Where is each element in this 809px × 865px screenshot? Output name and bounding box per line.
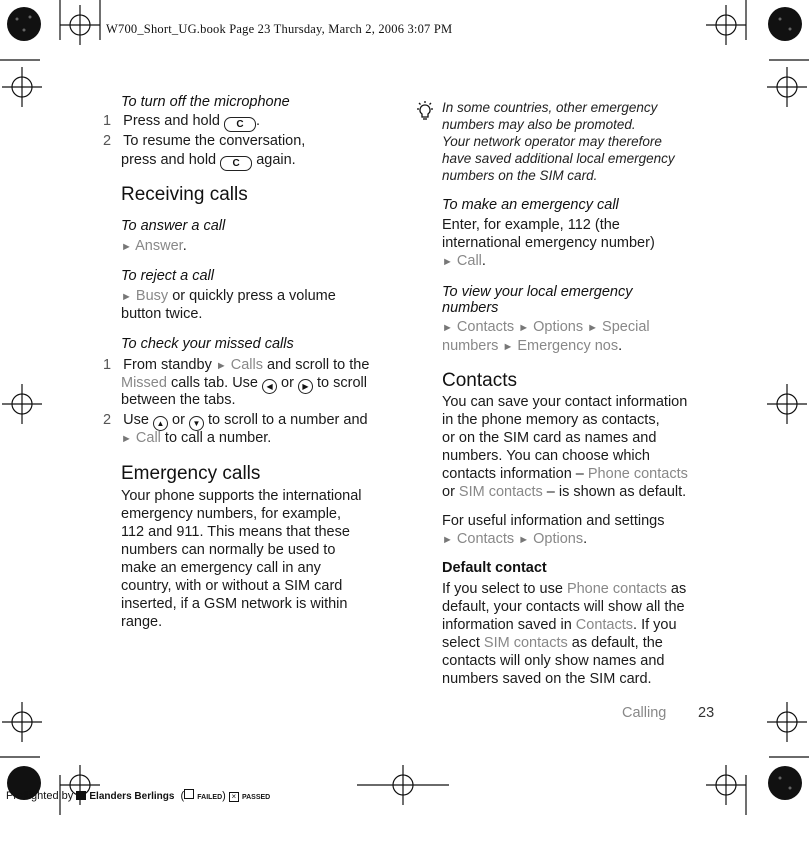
crosshair-top-left (60, 5, 100, 45)
print-header: W700_Short_UG.book Page 23 Thursday, March 2, 2006 3:07 PM (106, 22, 453, 36)
preflight-logo-icon (76, 791, 86, 800)
mic-title: To turn off the microphone (121, 94, 290, 110)
failed-checkbox-icon (184, 789, 194, 799)
reject-title: To reject a call (121, 268, 214, 284)
crosshair-top-right (706, 5, 746, 45)
crosshair-right-bottom (767, 702, 807, 742)
crosshair-bottom-center (357, 765, 449, 805)
page-number: 23 (698, 705, 715, 721)
answer-title: To answer a call (121, 218, 226, 234)
reject-step-cont: button twice. (121, 306, 203, 322)
crosshair-left-bottom (2, 702, 42, 742)
c-key-icon: C (224, 117, 256, 132)
crosshair-left-top (2, 67, 42, 107)
default-text: If you select to use Phone contacts as default, your contacts will show all the information saved in Contacts. If you select SIM contacts as default, the contacts will only show names and numbers saved on the SIM card. (442, 581, 687, 687)
tip-text: In some countries, other emergency numbers may also be promoted. Your network operator may therefore have saved additional local emergency numbers on the SIM card. (442, 100, 675, 183)
contacts-heading: Contacts (442, 370, 517, 391)
navigation-up-icon: ▲ (153, 416, 168, 431)
answer-step: ► Answer. (121, 238, 187, 254)
missed-step-1b: Missed calls tab. Use ◀ or ▶ to scroll (121, 374, 367, 394)
receiving-heading: Receiving calls (121, 184, 248, 205)
passed-checkbox-icon: × (229, 792, 239, 802)
missed-step-2: 2 Use ▲ or ▼ to scroll to a number and (103, 411, 368, 431)
missed-step-1c: between the tabs. (121, 392, 236, 408)
crosshair-left-mid (2, 384, 42, 424)
mic-step-1: 1 Press and hold C . (103, 113, 260, 130)
crosshair-right-mid (767, 384, 807, 424)
make-text: Enter, for example, 112 (the international emergency number) ► Call. (442, 217, 655, 269)
navigation-down-icon: ▼ (189, 416, 204, 431)
useful-text: For useful information and settings ► Contacts ► Options. (442, 513, 665, 547)
navigation-left-icon: ◀ (262, 379, 277, 394)
emergency-text: Your phone supports the international emergency numbers, for example, 112 and 911. This means that these numbers can normally be used to make an emergency call in any country, with or without a SIM card inserted, if a GSM network is within range. (121, 488, 362, 630)
make-title: To make an emergency call (442, 197, 619, 213)
tip-lightbulb-icon (414, 100, 436, 122)
missed-title: To check your missed calls (121, 336, 294, 352)
reject-step: ► Busy or quickly press a volume (121, 288, 336, 304)
c-key-icon: C (220, 156, 252, 171)
crosshair-bottom-right (706, 765, 746, 805)
footer-section: Calling (622, 705, 667, 721)
emergency-heading: Emergency calls (121, 463, 261, 484)
view-title: To view your local emergency numbers (442, 284, 633, 316)
missed-step-1: 1 From standby ► Calls and scroll to the (103, 357, 370, 373)
navigation-right-icon: ▶ (298, 379, 313, 394)
crosshair-right-top (767, 67, 807, 107)
mic-step-2: 2 To resume the conversation, (103, 133, 306, 149)
mic-step-2-cont: press and hold C again. (121, 152, 296, 169)
default-heading: Default contact (442, 560, 547, 576)
preflight-stamp: Preflighted by Elanders Berlings ( FAILED) × PASSED (6, 790, 271, 802)
contacts-text: You can save your contact information in the phone memory as contacts, or on the SIM card as names and numbers. You can choose which contacts information – Phone contacts or SIM contacts – is shown as default. (442, 394, 688, 500)
view-links: ► Contacts ► Options ► Special numbers ► Emergency nos. (442, 319, 650, 354)
missed-step-2b: ► Call to call a number. (121, 430, 272, 446)
